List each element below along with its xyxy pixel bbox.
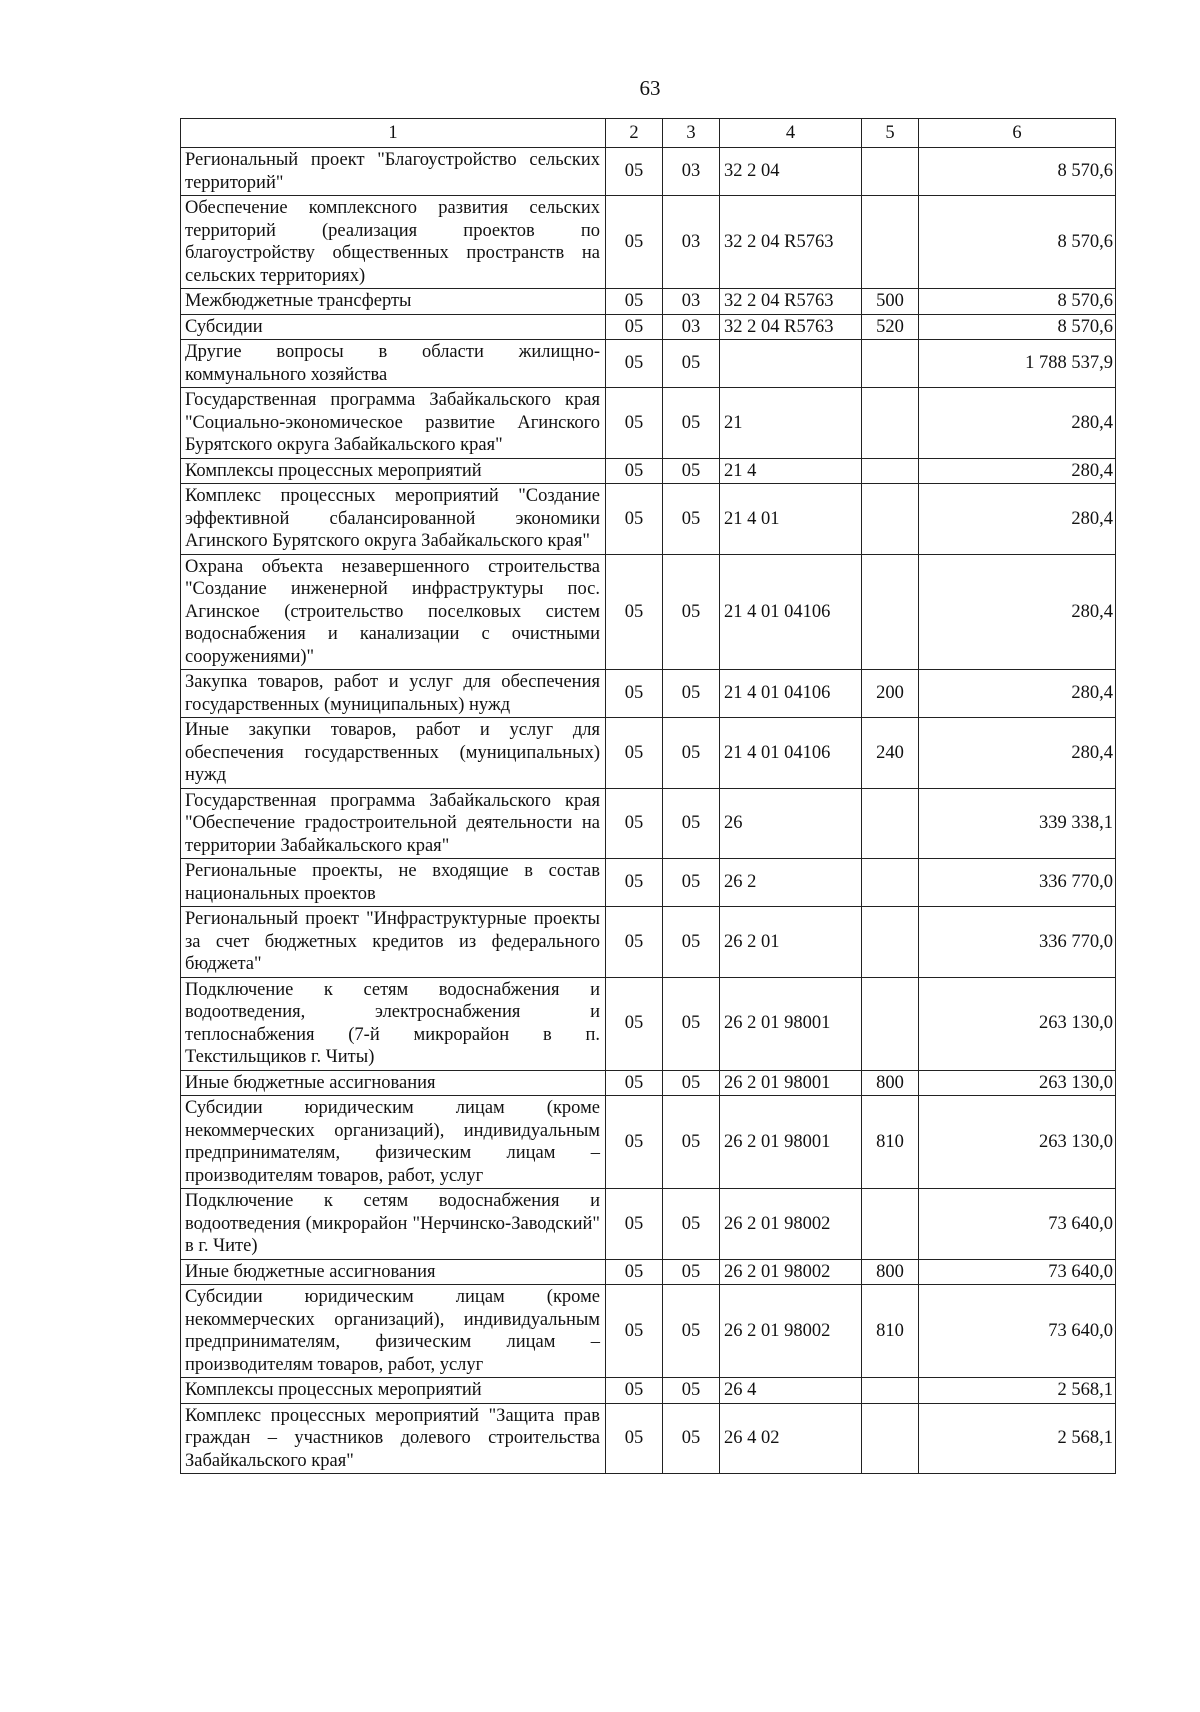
row-name: Охрана объекта незавершенного строительства "Создание инженерной инфраструктуры пос. Агинское (строительство поселковых систем водоснабжения и канализации с очистными сооружениями)" [181,554,606,670]
row-subsection: 03 [663,314,720,340]
row-name: Региональный проект "Благоустройство сельских территорий" [181,148,606,196]
row-name: Субсидии [181,314,606,340]
table-row [181,1070,1116,1096]
row-name: Закупка товаров, работ и услуг для обеспечения государственных (муниципальных) нужд [181,670,606,718]
row-section: 05 [606,1378,663,1404]
row-subsection: 05 [663,788,720,859]
row-section: 05 [606,977,663,1070]
row-expense-type: 520 [862,314,919,340]
row-expense-type: 810 [862,1285,919,1378]
row-target-code: 32 2 04 [720,148,862,196]
row-expense-type [862,1403,919,1474]
table-row [181,289,1116,315]
row-name: Государственная программа Забайкальского края "Социально-экономическое развитие Агинского Бурятского округа Забайкальского края" [181,388,606,459]
row-subsection: 05 [663,977,720,1070]
row-target-code: 26 2 01 98001 [720,1070,862,1096]
table-row [181,718,1116,789]
header-col-6: 6 [919,119,1116,148]
row-section: 05 [606,196,663,289]
table-row [181,388,1116,459]
row-section: 05 [606,1096,663,1189]
row-name: Субсидии юридическим лицам (кроме некоммерческих организаций), индивидуальным предпринимателям, физическим лицам – производителям товаров, работ, услуг [181,1096,606,1189]
row-name: Подключение к сетям водоснабжения и водоотведения (микрорайон "Нерчинско-Заводский" в г. Чите) [181,1189,606,1260]
row-name: Другие вопросы в области жилищно-коммунального хозяйства [181,340,606,388]
row-name: Иные бюджетные ассигнования [181,1259,606,1285]
row-amount: 2 568,1 [919,1378,1116,1404]
row-amount: 2 568,1 [919,1403,1116,1474]
row-subsection: 03 [663,289,720,315]
row-subsection: 05 [663,1189,720,1260]
row-expense-type: 200 [862,670,919,718]
row-section: 05 [606,289,663,315]
row-expense-type [862,1378,919,1404]
row-target-code: 26 4 [720,1378,862,1404]
row-expense-type [862,340,919,388]
table-row [181,148,1116,196]
row-section: 05 [606,788,663,859]
table-row [181,977,1116,1070]
row-name: Иные закупки товаров, работ и услуг для обеспечения государственных (муниципальных) нужд [181,718,606,789]
row-subsection: 05 [663,388,720,459]
row-amount: 8 570,6 [919,314,1116,340]
row-name: Комплекс процессных мероприятий "Создание эффективной сбалансированной экономики Агинского Бурятского округа Забайкальского края" [181,484,606,555]
row-name: Иные бюджетные ассигнования [181,1070,606,1096]
row-name: Комплекс процессных мероприятий "Защита прав граждан – участников долевого строительства Забайкальского края" [181,1403,606,1474]
table-row [181,458,1116,484]
row-section: 05 [606,554,663,670]
table-header-row [181,119,1116,148]
row-expense-type: 240 [862,718,919,789]
row-amount: 280,4 [919,388,1116,459]
row-target-code: 26 2 01 98001 [720,1096,862,1189]
row-amount: 8 570,6 [919,289,1116,315]
row-section: 05 [606,907,663,978]
row-name: Комплексы процессных мероприятий [181,1378,606,1404]
row-name: Комплексы процессных мероприятий [181,458,606,484]
row-name: Региональные проекты, не входящие в состав национальных проектов [181,859,606,907]
row-target-code: 32 2 04 R5763 [720,196,862,289]
row-amount: 280,4 [919,718,1116,789]
row-section: 05 [606,458,663,484]
row-amount: 8 570,6 [919,196,1116,289]
row-amount: 73 640,0 [919,1259,1116,1285]
row-expense-type [862,788,919,859]
row-subsection: 05 [663,1096,720,1189]
table-row [181,314,1116,340]
row-subsection: 05 [663,1285,720,1378]
row-amount: 263 130,0 [919,1070,1116,1096]
row-subsection: 03 [663,148,720,196]
row-amount: 8 570,6 [919,148,1116,196]
row-name: Субсидии юридическим лицам (кроме некоммерческих организаций), индивидуальным предпринимателям, физическим лицам – производителям товаров, работ, услуг [181,1285,606,1378]
row-target-code: 32 2 04 R5763 [720,314,862,340]
row-target-code: 26 2 01 98002 [720,1285,862,1378]
row-target-code: 26 [720,788,862,859]
row-expense-type: 800 [862,1070,919,1096]
row-expense-type [862,484,919,555]
row-subsection: 03 [663,196,720,289]
row-subsection: 05 [663,484,720,555]
row-amount: 280,4 [919,554,1116,670]
row-section: 05 [606,859,663,907]
table-row [181,554,1116,670]
row-amount: 73 640,0 [919,1189,1116,1260]
row-section: 05 [606,1403,663,1474]
row-expense-type [862,977,919,1070]
row-amount: 280,4 [919,458,1116,484]
row-expense-type [862,1189,919,1260]
row-expense-type [862,859,919,907]
table-row [181,788,1116,859]
row-target-code: 21 4 [720,458,862,484]
row-expense-type [862,388,919,459]
row-target-code: 21 4 01 [720,484,862,555]
row-section: 05 [606,718,663,789]
row-amount: 263 130,0 [919,977,1116,1070]
row-section: 05 [606,1259,663,1285]
row-section: 05 [606,148,663,196]
table-row [181,1403,1116,1474]
row-target-code: 26 2 [720,859,862,907]
row-target-code: 21 4 01 04106 [720,718,862,789]
row-subsection: 05 [663,458,720,484]
table-row [181,1285,1116,1378]
table-row [181,1096,1116,1189]
table-row [181,1189,1116,1260]
table-row [181,484,1116,555]
row-amount: 280,4 [919,484,1116,555]
row-name: Обеспечение комплексного развития сельских территорий (реализация проектов по благоустройству общественных пространств на сельских территориях) [181,196,606,289]
table-row [181,340,1116,388]
row-section: 05 [606,670,663,718]
row-amount: 73 640,0 [919,1285,1116,1378]
row-section: 05 [606,340,663,388]
row-name: Государственная программа Забайкальского края "Обеспечение градостроительной деятельности на территории Забайкальского края" [181,788,606,859]
row-expense-type: 800 [862,1259,919,1285]
row-target-code: 32 2 04 R5763 [720,289,862,315]
row-subsection: 05 [663,1378,720,1404]
row-target-code: 21 4 01 04106 [720,670,862,718]
row-section: 05 [606,1189,663,1260]
row-expense-type: 810 [862,1096,919,1189]
row-target-code: 26 4 02 [720,1403,862,1474]
header-col-5: 5 [862,119,919,148]
row-expense-type [862,554,919,670]
budget-table [180,118,1116,1474]
table-row [181,1378,1116,1404]
row-section: 05 [606,1070,663,1096]
row-subsection: 05 [663,554,720,670]
row-subsection: 05 [663,907,720,978]
header-col-2: 2 [606,119,663,148]
table-row [181,859,1116,907]
row-name: Подключение к сетям водоснабжения и водоотведения, электроснабжения и теплоснабжения (7-й микрорайон в п. Текстильщиков г. Читы) [181,977,606,1070]
row-name: Региональный проект "Инфраструктурные проекты за счет бюджетных кредитов из федерального бюджета" [181,907,606,978]
row-subsection: 05 [663,718,720,789]
row-section: 05 [606,484,663,555]
row-subsection: 05 [663,340,720,388]
row-section: 05 [606,1285,663,1378]
table-row [181,907,1116,978]
row-target-code: 26 2 01 98002 [720,1189,862,1260]
row-target-code: 21 4 01 04106 [720,554,862,670]
row-expense-type [862,907,919,978]
header-col-1: 1 [181,119,606,148]
row-amount: 1 788 537,9 [919,340,1116,388]
row-amount: 263 130,0 [919,1096,1116,1189]
row-subsection: 05 [663,670,720,718]
page-number: 63 [639,76,661,100]
row-amount: 336 770,0 [919,859,1116,907]
row-target-code: 26 2 01 [720,907,862,978]
row-subsection: 05 [663,859,720,907]
row-amount: 336 770,0 [919,907,1116,978]
row-amount: 339 338,1 [919,788,1116,859]
table-row [181,670,1116,718]
row-subsection: 05 [663,1070,720,1096]
row-expense-type [862,458,919,484]
row-expense-type [862,196,919,289]
table-row [181,1259,1116,1285]
table-row [181,196,1116,289]
row-expense-type: 500 [862,289,919,315]
row-target-code: 21 [720,388,862,459]
row-target-code: 26 2 01 98001 [720,977,862,1070]
header-col-3: 3 [663,119,720,148]
row-section: 05 [606,314,663,340]
row-target-code [720,340,862,388]
row-name: Межбюджетные трансферты [181,289,606,315]
row-subsection: 05 [663,1259,720,1285]
row-subsection: 05 [663,1403,720,1474]
row-target-code: 26 2 01 98002 [720,1259,862,1285]
row-amount: 280,4 [919,670,1116,718]
row-expense-type [862,148,919,196]
header-col-4: 4 [720,119,862,148]
row-section: 05 [606,388,663,459]
